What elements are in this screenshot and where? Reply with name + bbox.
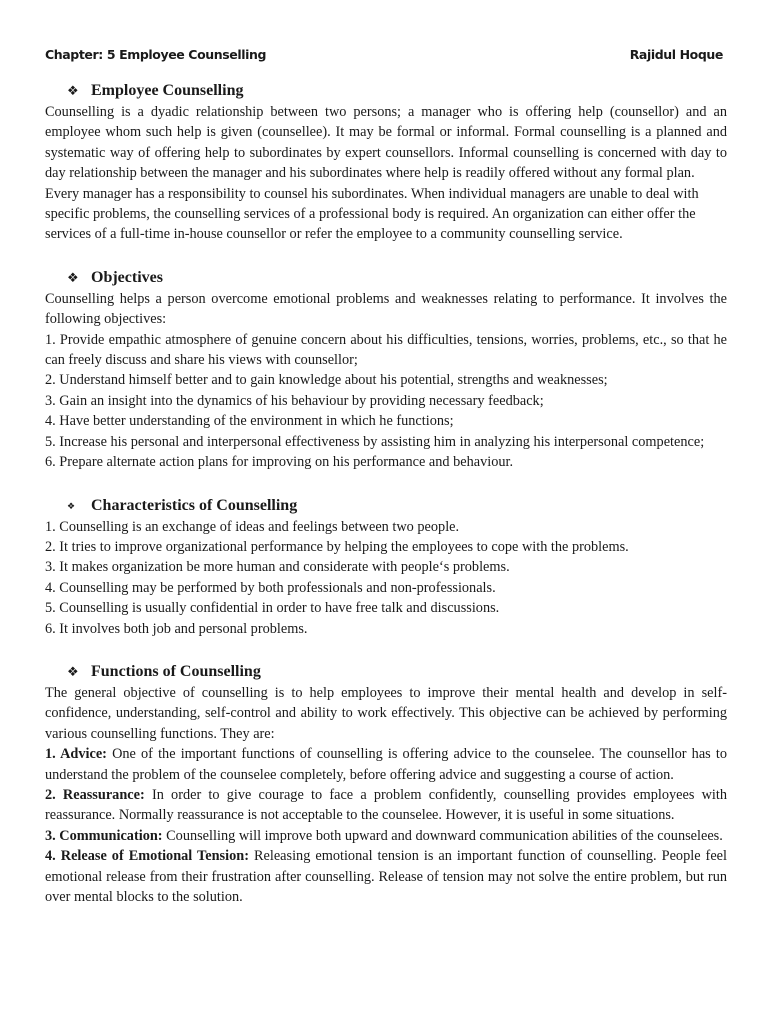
section-heading bbox=[45, 661, 727, 683]
function-text: One of the important functions of counselling is offering advice to the counselee. The counsellor has to understand the problem of the counselee completely, before offering advice and suggesting a course of action. bbox=[45, 746, 728, 783]
section-functions bbox=[45, 661, 727, 907]
list-item: 2. It tries to improve organizational performance by helping the employees to cope with the problems. bbox=[45, 538, 629, 555]
function-label: 2. Reassurance: bbox=[45, 786, 145, 803]
list-item: 1. Counselling is an exchange of ideas and feelings between two people. bbox=[45, 518, 460, 535]
section-heading bbox=[45, 267, 727, 289]
heading-text: Characteristics of Counselling bbox=[91, 496, 298, 514]
list-item: 1. Provide empathic atmosphere of genuine concern about his difficulties, tensions, worries, problems, etc., so that he can freely discuss and share his views with counsellor; bbox=[45, 331, 727, 369]
section-heading bbox=[45, 495, 727, 517]
function-item bbox=[45, 826, 727, 846]
paragraph: The general objective of counselling is to help employees to improve their mental health and develop in self-confidence, understanding, self-control and ability to work effectively. This objective can be achieved by performing various counselling functions. They are: bbox=[45, 684, 727, 742]
page-header bbox=[45, 47, 727, 65]
paragraph: Counselling helps a person overcome emotional problems and weaknesses relating to performance. It involves the following objectives: bbox=[45, 290, 727, 328]
document-body bbox=[45, 80, 727, 907]
diamond-bullet-icon: ❖ bbox=[67, 663, 79, 679]
function-label: 1. Advice: bbox=[45, 746, 107, 763]
function-item bbox=[45, 744, 727, 785]
section-employee-counselling bbox=[45, 80, 727, 245]
diamond-bullet-icon: ❖ bbox=[67, 500, 76, 511]
function-label: 4. Release of Emotional Tension: bbox=[45, 848, 249, 865]
list-item: 5. Counselling is usually confidential in order to have free talk and discussions. bbox=[45, 600, 500, 617]
heading-text: Objectives bbox=[91, 268, 163, 286]
list-item: 6. Prepare alternate action plans for improving on his performance and behaviour. bbox=[45, 454, 514, 471]
diamond-bullet-icon: ❖ bbox=[67, 269, 79, 285]
function-text: Releasing emotional tension is an important function of counselling. People feel emotional release from their frustration after counselling. Release of tension may not solve the entire problem, but run over mental blocks to the solution. bbox=[45, 848, 727, 905]
function-text: Counselling will improve both upward and downward communication abilities of the counselees. bbox=[162, 827, 723, 844]
function-text: In order to give courage to face a problem confidently, counselling provides employees with reassurance. Normally reassurance is not acceptable to the counselee. However, it is useful in some situations. bbox=[45, 786, 728, 824]
function-item bbox=[45, 785, 727, 826]
list-item: 3. Gain an insight into the dynamics of his behaviour by providing necessary feedback; bbox=[45, 392, 544, 409]
author-name: Rajidul Hoque bbox=[629, 47, 723, 62]
section-characteristics bbox=[45, 495, 727, 639]
heading-text: Employee Counselling bbox=[91, 82, 244, 99]
diamond-bullet-icon: ❖ bbox=[67, 83, 79, 98]
function-label: 3. Communication: bbox=[45, 827, 163, 844]
list-item: 5. Increase his personal and interpersonal effectiveness by assisting him in analyzing his interpersonal competence; bbox=[45, 433, 705, 450]
function-item bbox=[45, 846, 727, 907]
list-item: 6. It involves both job and personal problems. bbox=[45, 620, 308, 637]
list-item: 2. Understand himself better and to gain knowledge about his potential, strengths and weaknesses; bbox=[45, 372, 608, 389]
heading-text: Functions of Counselling bbox=[91, 662, 261, 680]
paragraph: Every manager has a responsibility to counsel his subordinates. When individual managers are unable to deal with specific problems, the counselling services of a professional body is required. An organization can either offer the services of a full-time in-house counsellor or refer the employee to a community counselling service. bbox=[45, 185, 699, 243]
list-item: 3. It makes organization be more human and considerate with people‘s problems. bbox=[45, 559, 510, 576]
chapter-title: Chapter: 5 Employee Counselling bbox=[45, 47, 267, 62]
section-heading bbox=[45, 80, 727, 102]
paragraph: Counselling is a dyadic relationship between two persons; a manager who is offering help (counsellor) and an employee whom such help is given (counsellee). It may be formal or informal. Formal counselling is a planned and systematic way of offering help to subordinates by expert counsellors. Informal counselling is concerned with day to day relationship between the manager and his subordinates where help is readily offered without any formal plan. bbox=[45, 104, 727, 182]
section-objectives bbox=[45, 267, 727, 473]
list-item: 4. Have better understanding of the environment in which he functions; bbox=[45, 413, 454, 430]
list-item: 4. Counselling may be performed by both professionals and non-professionals. bbox=[45, 579, 496, 596]
